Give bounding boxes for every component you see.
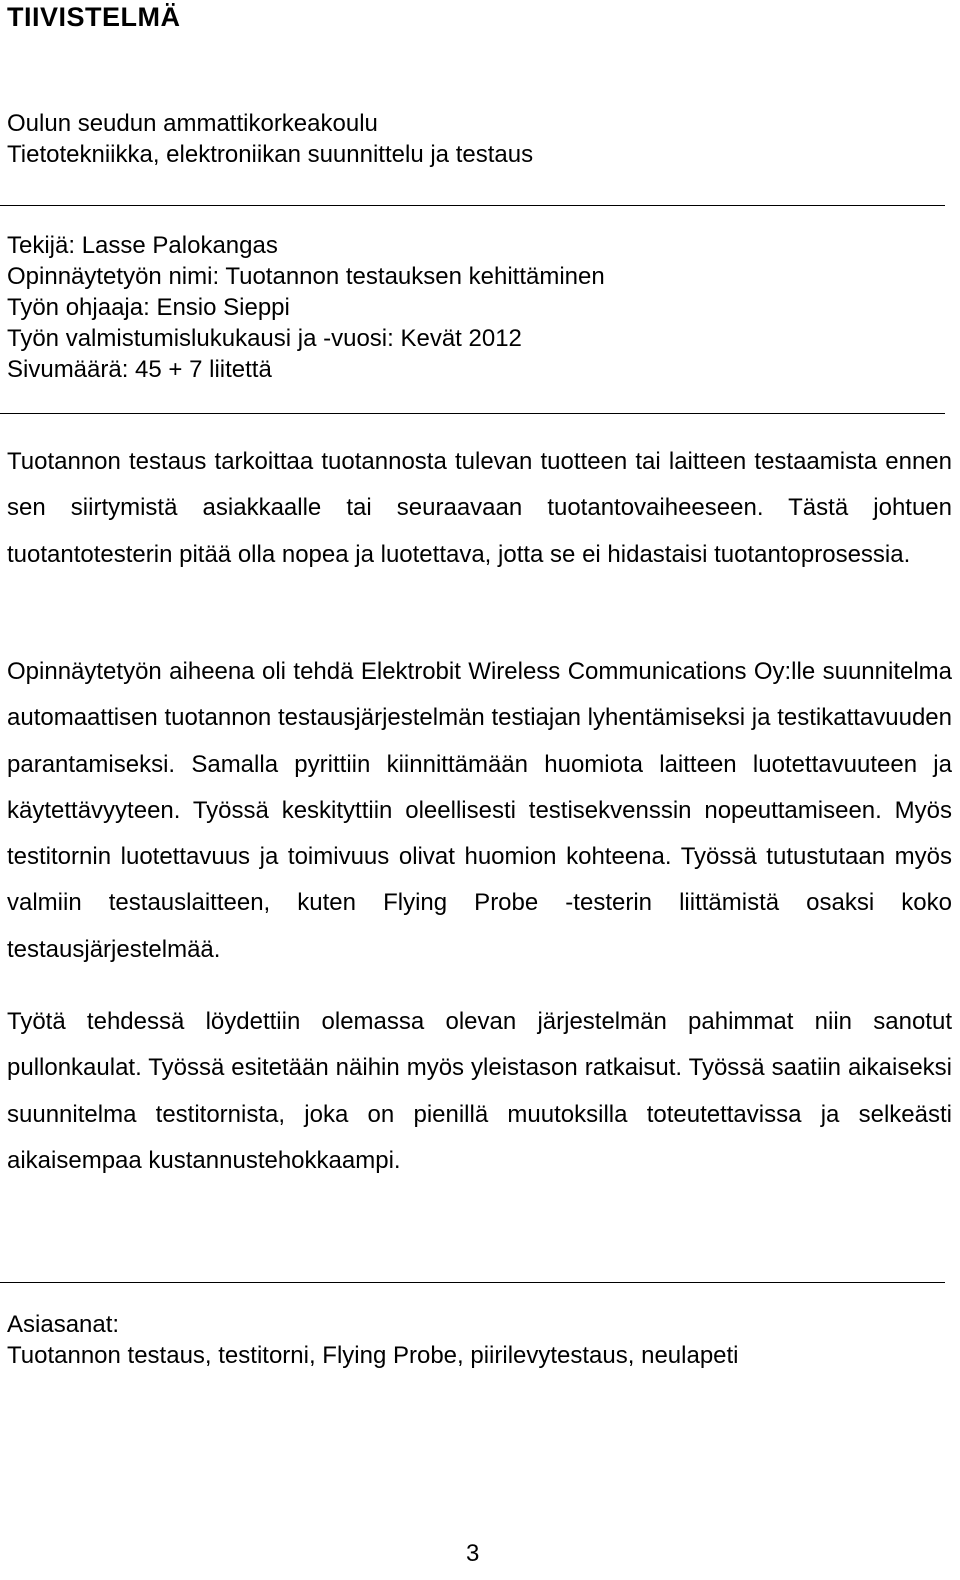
abstract-paragraph-2: Opinnäytetyön aiheena oli tehdä Elektrobit Wireless Communications Oy:lle suunnitelma automaattisen tuotannon testausjärjestelmän testiajan lyhentämiseksi ja testikattavuuden parantamiseksi. Samalla pyrittiin kiinnittämään huomiota laitteen luotettavuuteen ja käytettävyyteen. Työssä keskityttiin oleellisesti testisekvenssin nopeuttamiseen. Myös testitornin luotettavuus ja toimivuus olivat huomion kohteena. Työssä tutustutaan myös valmiin testauslaitteen, kuten Flying Probe -testerin liittämistä osaksi koko testausjärjestelmää. — [7, 658, 952, 963]
degree-program: Tietotekniikka, elektroniikan suunnittelu ja testaus — [7, 141, 534, 168]
author-line: Tekijä: Lasse Palokangas — [7, 232, 278, 259]
divider-top — [0, 205, 945, 206]
page-title: TIIVISTELMÄ — [7, 2, 181, 32]
page-number: 3 — [466, 1540, 480, 1567]
page-count-line: Sivumäärä: 45 + 7 liitettä — [7, 356, 272, 383]
institution-block — [7, 108, 947, 170]
divider-bottom — [0, 1282, 945, 1283]
keywords-block — [7, 1309, 947, 1371]
thesis-details-block — [7, 230, 947, 385]
abstract-paragraph-3: Työtä tehdessä löydettiin olemassa olevan järjestelmän pahimmat niin sanotut pullonkaulat. Työssä esitetään näihin myös yleistason ratkaisut. Työssä saatiin aikaiseksi suunnitelma testitornista, joka on pienillä muutoksilla toteutettavissa ja selkeästi aikaisempaa kustannustehokkaampi. — [7, 1008, 952, 1174]
abstract-paragraph-1: Tuotannon testaus tarkoittaa tuotannosta tulevan tuotteen tai laitteen testaamista ennen sen siirtymistä asiakkaalle tai seuraavaan tuotantovaiheeseen. Tästä johtuen tuotantotesterin pitää olla nopea ja luotettava, jotta se ei hidastaisi tuotantoprosessia. — [7, 448, 952, 568]
keywords-label: Asiasanat: — [7, 1311, 120, 1338]
supervisor-line: Työn ohjaaja: Ensio Sieppi — [7, 294, 290, 321]
keywords-list: Tuotannon testaus, testitorni, Flying Probe, piirilevytestaus, neulapeti — [7, 1342, 739, 1369]
thesis-title-line: Opinnäytetyön nimi: Tuotannon testauksen kehittäminen — [7, 263, 605, 290]
school-name: Oulun seudun ammattikorkeakoulu — [7, 110, 378, 137]
divider-middle — [0, 413, 945, 414]
completion-line: Työn valmistumislukukausi ja -vuosi: Kevät 2012 — [7, 325, 522, 352]
